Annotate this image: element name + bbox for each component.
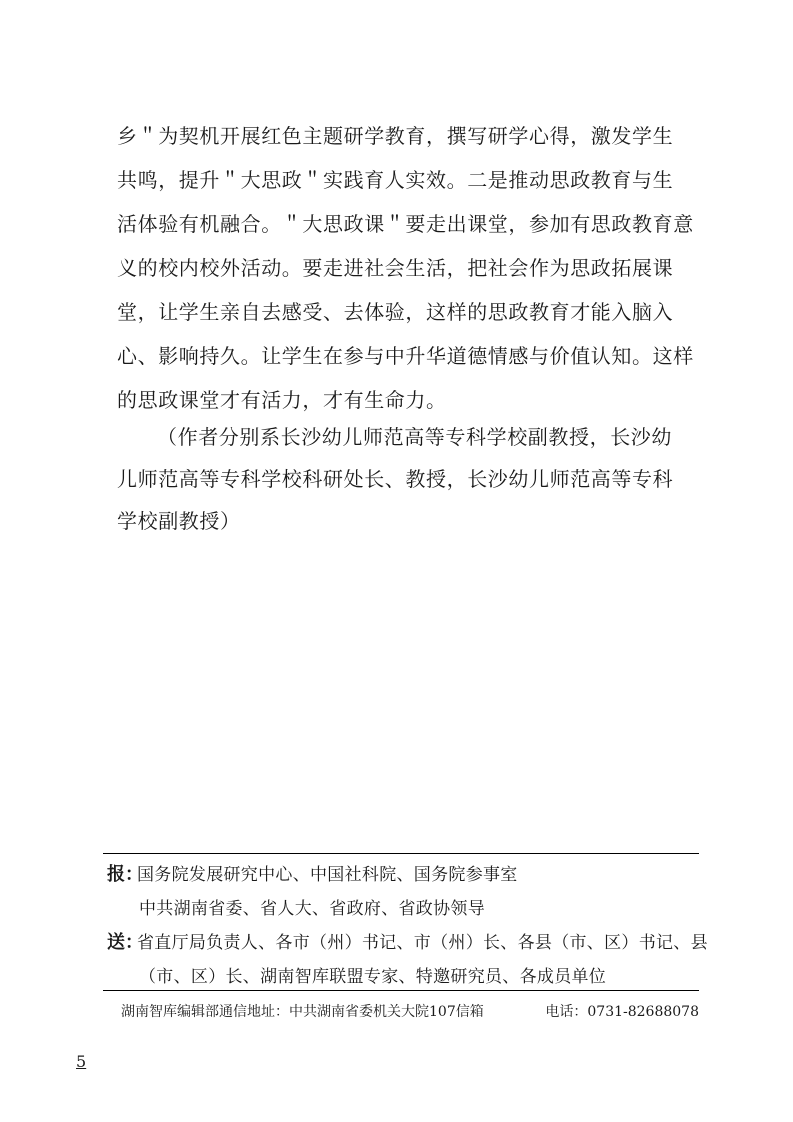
distribution-block <box>103 858 708 994</box>
credit-line: 学校副教授） <box>117 509 241 533</box>
send-recipients: （市、区）长、湖南智库联盟专家、特邀研究员、各成员单位 <box>139 967 607 987</box>
distribution-bottom-rule <box>103 990 699 991</box>
report-row <box>103 858 699 892</box>
send-row <box>103 926 708 960</box>
body-line: 乡＂为契机开展红色主题研学教育，撰写研学心得，激发学生 <box>117 124 674 148</box>
distribution-top-rule <box>103 853 699 854</box>
footer-phone: 电话：0731-82688078 <box>545 1004 699 1020</box>
body-line: 心、影响持久。让学生在参与中升华道德情感与价值认知。这样 <box>117 344 694 368</box>
credit-line: 儿师范高等专科学校科研处长、教授，长沙幼儿师范高等专科 <box>117 467 674 491</box>
body-line: 的思政课堂才有活力，才有生命力。 <box>117 388 447 412</box>
body-line: 共鸣，提升＂大思政＂实践育人实效。二是推动思政教育与生 <box>117 168 674 192</box>
send-label: 送： <box>107 932 143 953</box>
send-recipients: 省直厅局负责人、各市（州）书记、市（州）长、各县（市、区）书记、县 <box>137 933 708 953</box>
body-line: 义的校内校外活动。要走进社会生活，把社会作为思政拓展课 <box>117 256 674 280</box>
body-line: 活体验有机融合。＂大思政课＂要走出课堂，参加有思政教育意 <box>117 212 694 236</box>
report-row <box>103 892 699 926</box>
page-number: 5 <box>76 1052 87 1071</box>
report-recipients: 国务院发展研究中心、中国社科院、国务院参事室 <box>137 865 518 885</box>
body-text <box>117 114 697 422</box>
report-recipients: 中共湖南省委、省人大、省政府、省政协领导 <box>139 899 485 919</box>
credit-line: （作者分别系长沙幼儿师范高等专科学校副教授，长沙幼 <box>157 425 672 449</box>
send-row <box>103 960 699 994</box>
author-credit <box>117 416 697 542</box>
footer-address: 湖南智库编辑部通信地址：中共湖南省委机关大院107信箱 <box>121 1004 484 1020</box>
report-label: 报： <box>107 864 143 885</box>
body-line: 堂，让学生亲自去感受、去体验，这样的思政教育才能入脑入 <box>117 300 674 324</box>
footer <box>121 1001 699 1023</box>
